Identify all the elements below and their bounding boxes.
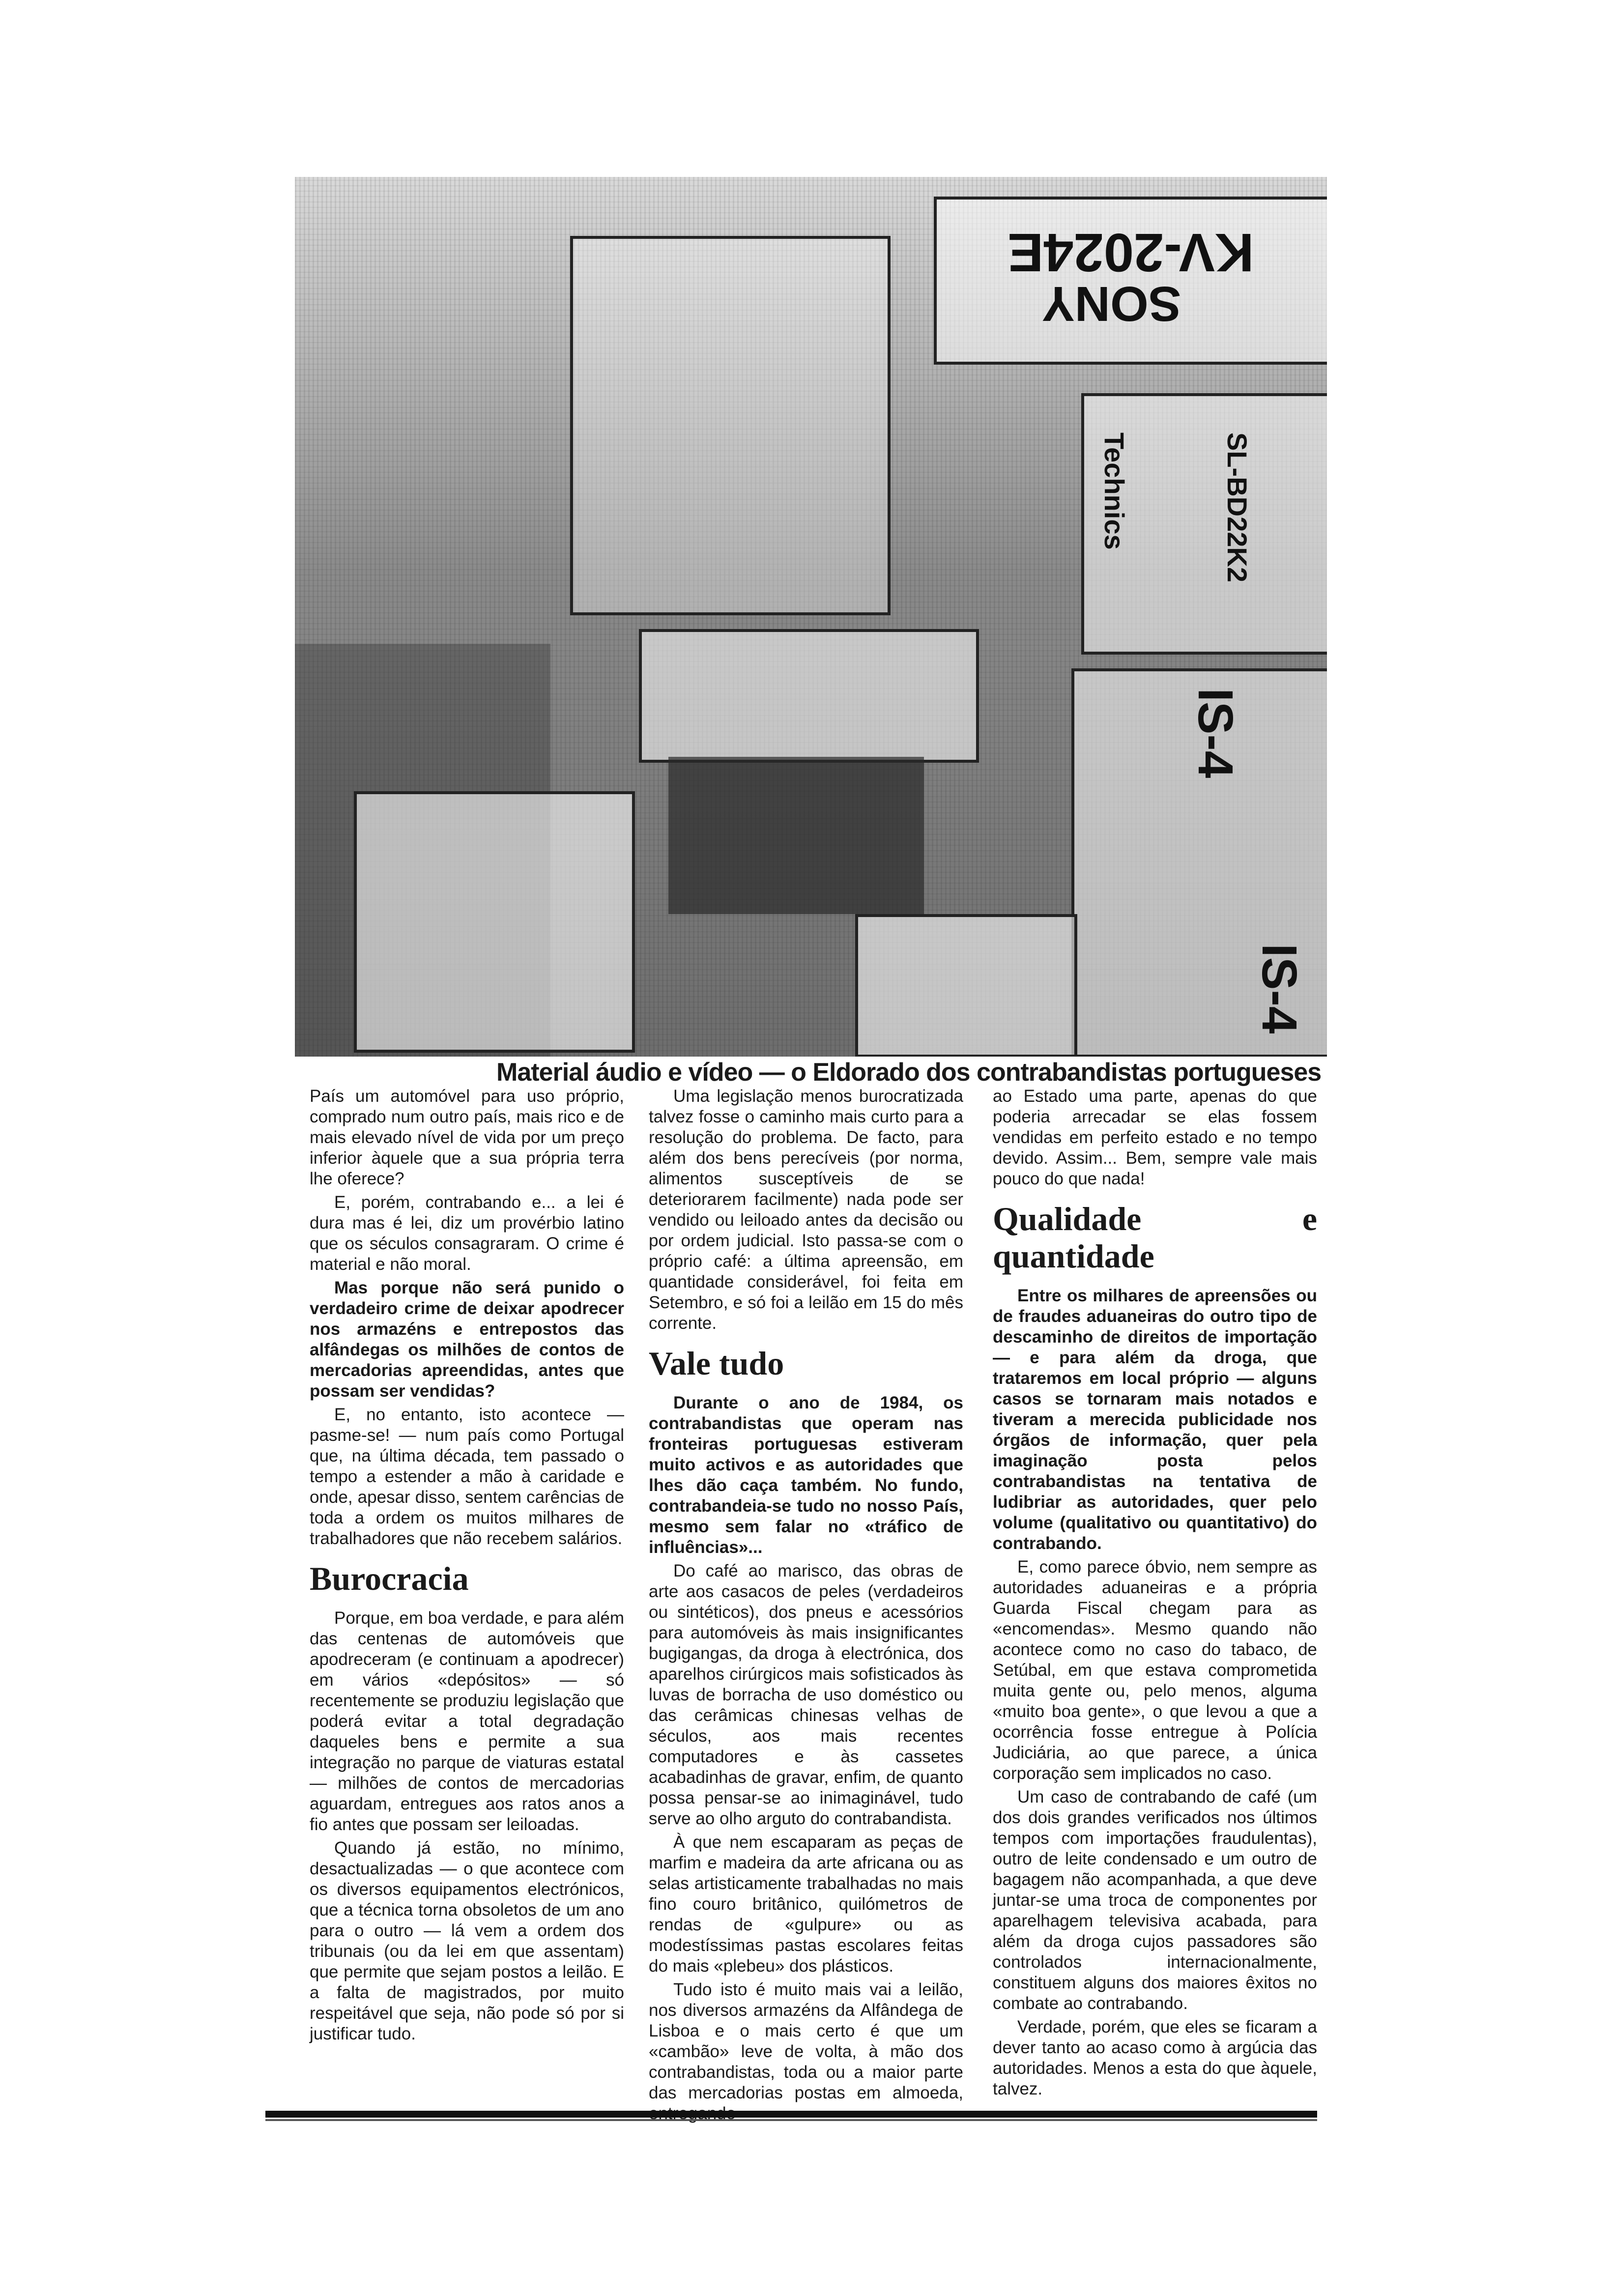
section-heading-vale-tudo: Vale tudo: [649, 1345, 784, 1382]
page-bottom-rule-thin: [265, 2119, 1317, 2121]
photo-box-label-brand: SONY: [1042, 276, 1181, 331]
col1-paragraph-4: E, no entanto, isto acontece — pasme-se! — num país como Portugal que, na última década, tem passado o tempo a estender a mão à caridade e onde, apesar disso, sentem carências de toda a ordem os muitos milhares de trabalhadores que não recebem salários.: [310, 1405, 624, 1548]
col3-paragraph-2: Entre os milhares de apreensões ou de fraudes aduaneiras do outro tipo de descaminho de direitos de importação — e para além da droga, que trataremos em local próprio — alguns casos se tornaram mais notados e tiveram a merecida publicidade nos órgãos de informação, quer pela imaginação posta pelos contrabandistas na tentativa de ludibriar as autoridades, quer pelo volume (qualitativo ou quantitativo) do contrabando.: [993, 1286, 1317, 1553]
col1-paragraph-1: País um automóvel para uso próprio, comprado num outro país, mais rico e de mais elevado nível de vida por um preço inferior àquele que a sua própria terra lhe oferece?: [310, 1087, 624, 1188]
col1-paragraph-2: E, porém, contrabando e... a lei é dura mas é lei, diz um provérbio latino que os séculos consagraram. O crime é material e não moral.: [310, 1193, 624, 1274]
photo-caption: Material áudio e vídeo — o Eldorado dos contrabandistas portugueses: [496, 1058, 1322, 1087]
col1-paragraph-5: Porque, em boa verdade, e para além das centenas de automóveis que apodreceram (e continuam a apodrecer) em vários «depósitos» — só recentemente se produziu legislação que poderá evitar a total degradação daqueles bens e permite a sua integração no parque de viaturas estatal — milhões de contos de mercadorias aguardam, entregues aos ratos anos a fio antes que possam ser leiloadas.: [310, 1608, 624, 1834]
photo-box-label-is4-upper: IS-4: [1188, 688, 1243, 778]
article-column-1: [310, 1086, 624, 2047]
col3-paragraph-3: E, como parece óbvio, nem sempre as autoridades aduaneiras e a própria Guarda Fiscal chegam para as «encomendas». Mesmo quando não acontece como no caso do tabaco, de Setúbal, em que estava comprometida muita gente ou, pelo menos, alguma «muito boa gente», o que levou a que a ocorrência fosse entregue à Polícia Judiciária, ao que parece, a única corporação sem implicados no caso.: [993, 1557, 1317, 1783]
col2-paragraph-1: Uma legislação menos burocratizada talvez fosse o caminho mais curto para a resolução do problema. De facto, para além dos bens perecíveis (por norma, alimentos susceptíveis de se deteriorarem facilmente) nada pode ser vendido ou leiloado antes da decisão ou por ordem judicial. Isto passa-se com o próprio café: a última apreensão, em quantidade considerável, foi feita em Setembro, e só foi a leilão em 15 do mês corrente.: [649, 1087, 963, 1333]
col3-paragraph-5: Verdade, porém, que eles se ficaram a dever tanto ao acaso como à argúcia das autoridades. Menos a esta do que àquele, talvez.: [993, 2017, 1317, 2098]
photo-box-label-model: KV-2024E: [1008, 222, 1254, 283]
photo-dark-block: [668, 757, 924, 914]
col1-paragraph-6: Quando já estão, no mínimo, desactualizadas — o que acontece com os diversos equipamentos electrónicos, que a técnica torna obsoletos de um ano para o outro — lá vem a ordem dos tribunais (ou da lei em que assentam) que permite que sejam postos a leilão. E a falta de magistrados, por muito respeitável que seja, não pode só por si justificar tudo.: [310, 1838, 624, 2043]
col2-paragraph-2: Durante o ano de 1984, os contrabandistas que operam nas fronteiras portuguesas estiveram muito activos e as autoridades que lhes dão caça também. No fundo, contrabandeia-se tudo no nosso País, mesmo sem falar no «tráfico de influências»...: [649, 1393, 963, 1557]
col3-paragraph-1: ao Estado uma parte, apenas do que poderia arrecadar se elas fossem vendidas em perfeito estado e no tempo devido. Assim... Bem, sempre vale mais pouco do que nada!: [993, 1087, 1317, 1188]
photo-box-label-technics: Technics: [1099, 432, 1130, 550]
photo-box-label-is4-lower: IS-4: [1252, 944, 1307, 1034]
article-column-3: [993, 1086, 1317, 2102]
col2-paragraph-4: À que nem escaparam as peças de marfim e madeira da arte africana ou as selas artisticamente trabalhadas no mais fino couro britânico, quilómetros de rendas de «gulpure» ou as modestíssimas pastas escolares feitas do mais «plebeu» dos plásticos.: [649, 1833, 963, 1976]
photo-box-bottom-center: [855, 914, 1077, 1057]
article-photo: [295, 177, 1327, 1057]
col3-paragraph-4: Um caso de contrabando de café (um dos dois grandes verificados nos últimos tempos com importações fraudulentas), outro de leite condensado e um outro de bagagem não acompanhada, a que deve juntar-se uma troca de componentes por aparelhagem televisiva acabada, para além da droga cujos passadores são controlados internacionalmente, constituem alguns dos maiores êxitos no combate ao contrabando.: [993, 1787, 1317, 2013]
page-bottom-rule: [265, 2111, 1317, 2118]
article-column-2: [649, 1086, 963, 2127]
section-heading-burocracia: Burocracia: [310, 1560, 469, 1597]
photo-box-bottom-left: [354, 791, 635, 1053]
photo-box-center-stack: [570, 236, 891, 615]
col2-paragraph-3: Do café ao marisco, das obras de arte aos casacos de peles (verdadeiros ou sintéticos), dos pneus e acessórios para automóveis às mais insignificantes bugigangas, da droga à electrónica, dos aparelhos cirúrgicos mais sofisticados às luvas de borracha de uso doméstico ou das cerâmicas chinesas velhas de séculos, aos mais recentes computadores e às cassetes acabadinhas de gravar, enfim, de quanto possa pensar-se ao inimaginável, tudo serve ao olho arguto do contrabandista.: [649, 1561, 963, 1828]
photo-box-label-technics-model: SL-BD22K2: [1222, 432, 1253, 582]
col2-paragraph-5: Tudo isto é muito mais vai a leilão, nos diversos armazéns da Alfândega de Lisboa e o mais certo é que um «cambão» leve de volta, à mão dos contrabandistas, toda ou a maior parte das mercadorias postas em almoeda,: [649, 1980, 963, 2102]
section-heading-qualidade: Qualidade e quantidade: [993, 1200, 1317, 1275]
photo-box-mid-stack: [639, 629, 979, 763]
col1-paragraph-3: Mas porque não será punido o verdadeiro crime de deixar apodrecer nos armazéns e entrepostos das alfândegas os milhões de contos de mercadorias apreendidas, antes que possam ser vendidas?: [310, 1278, 624, 1401]
